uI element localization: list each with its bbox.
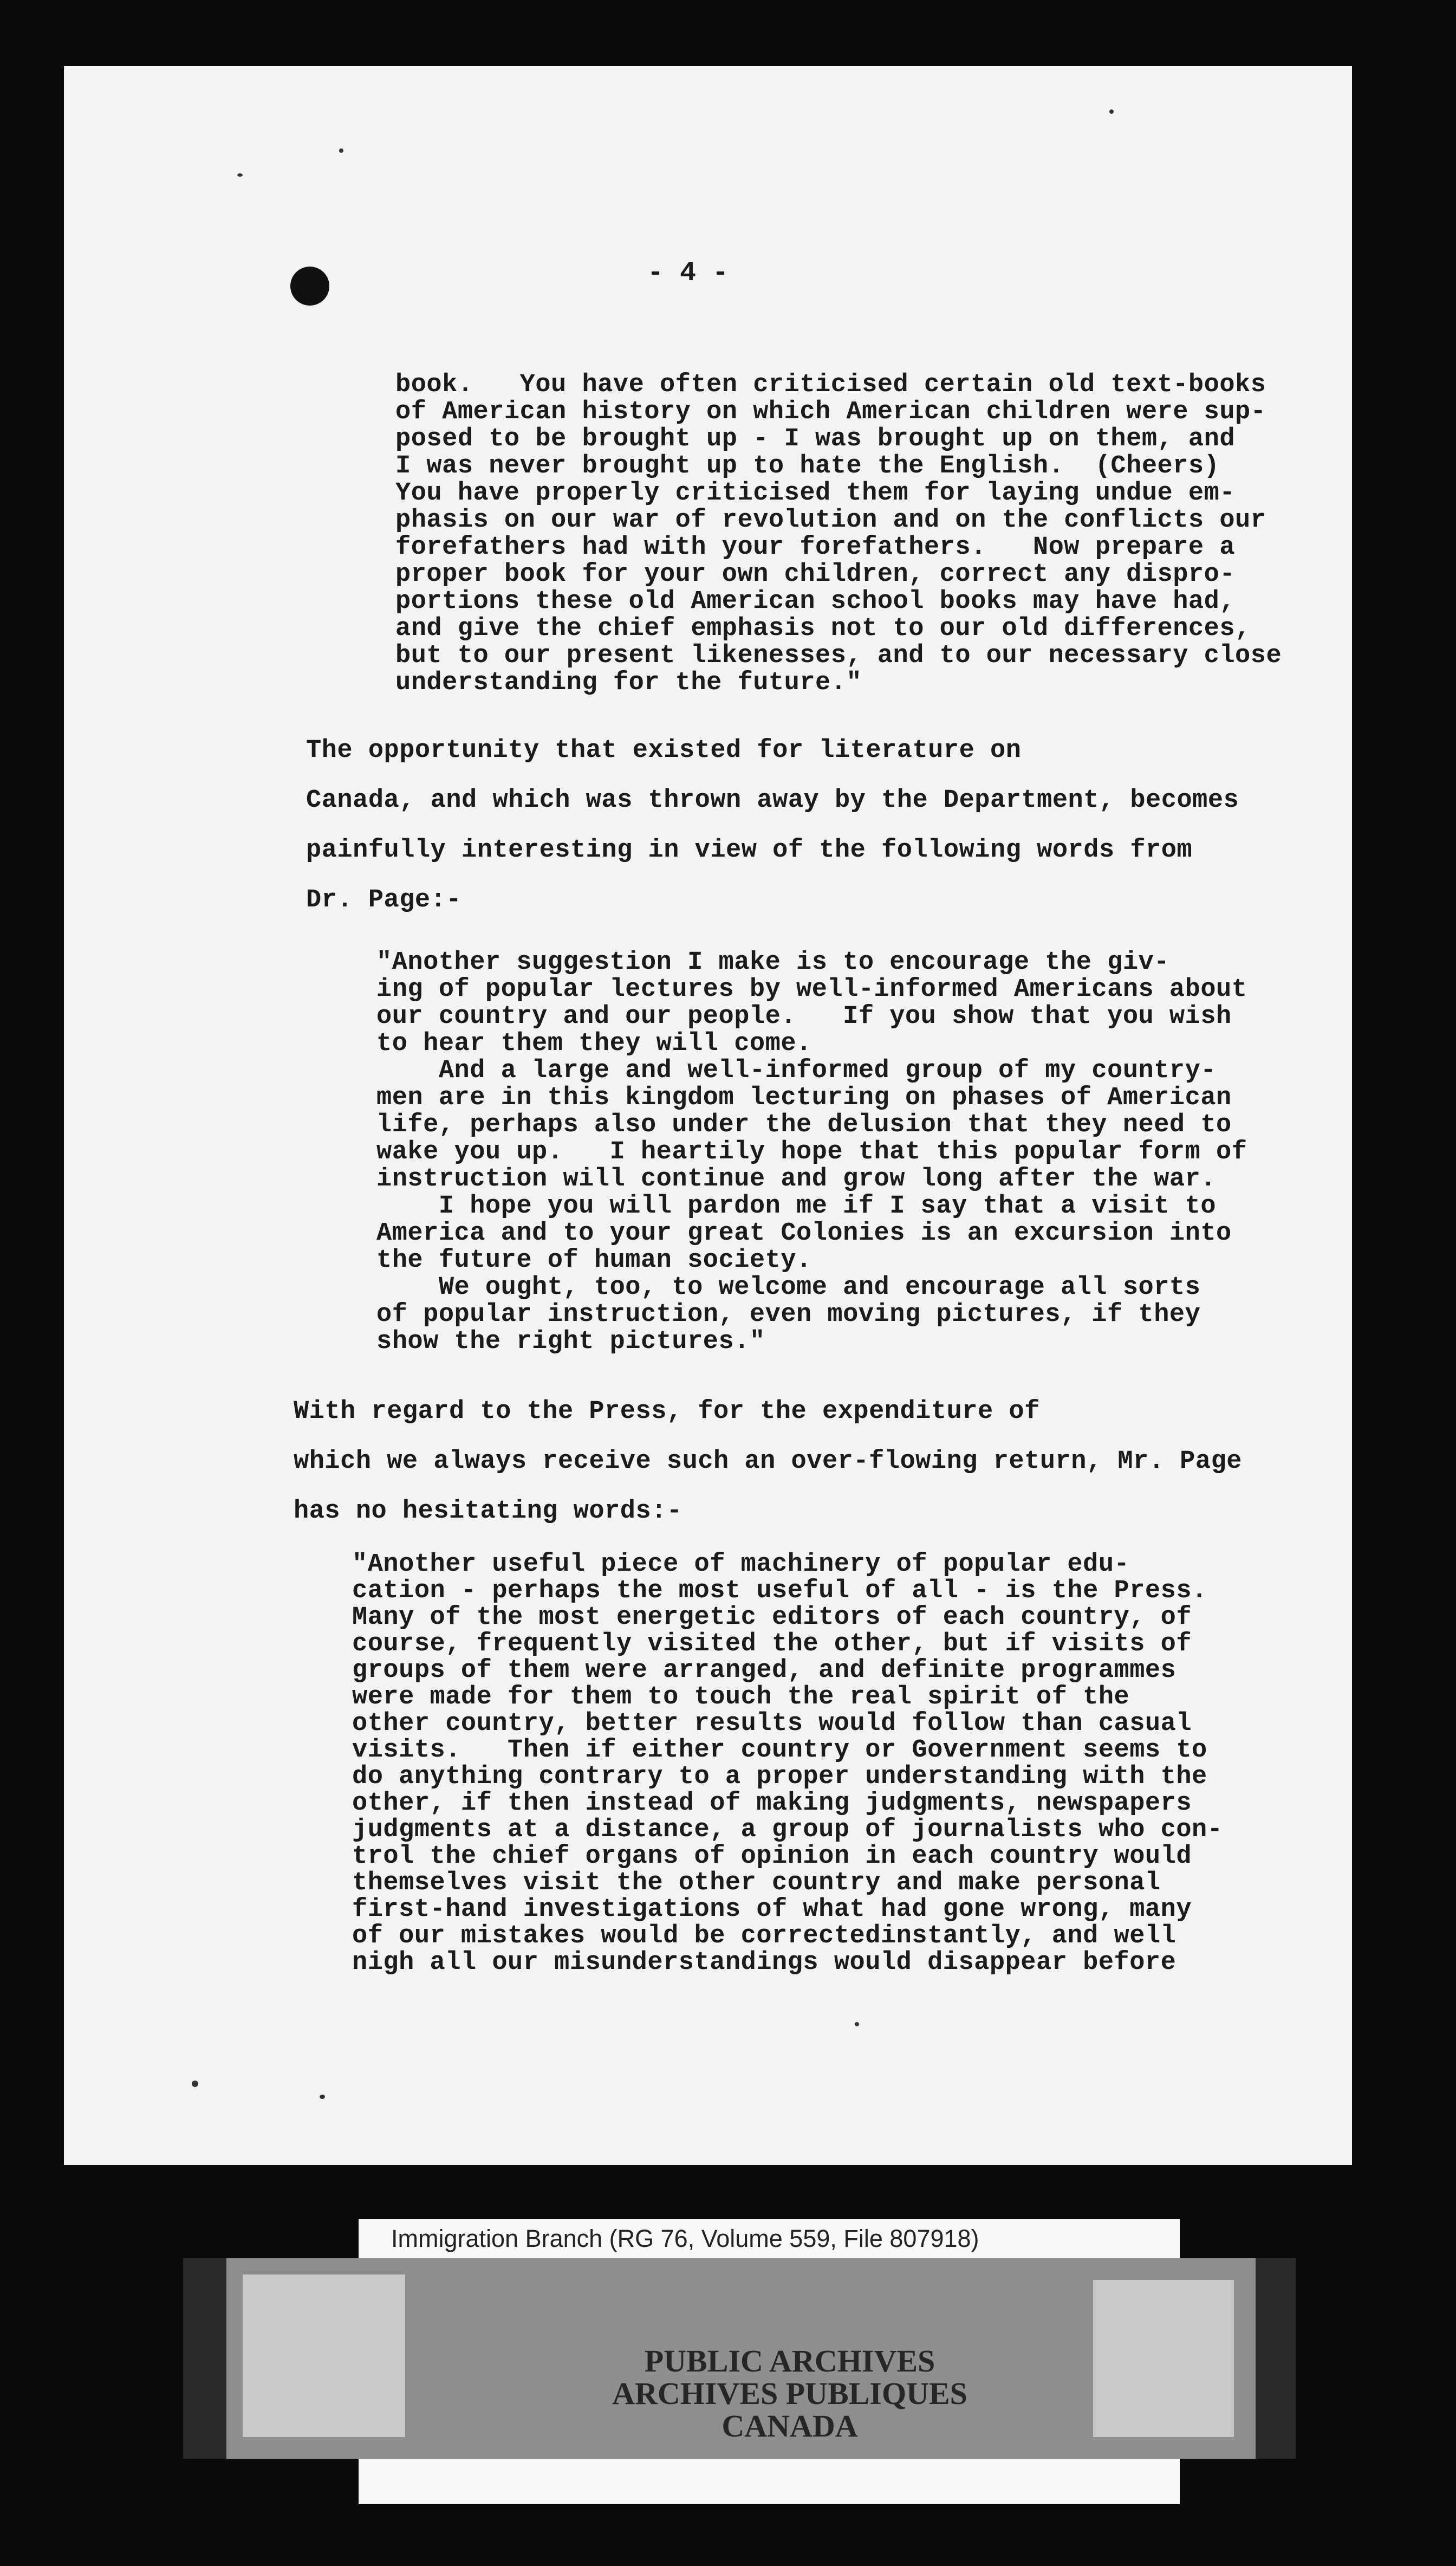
band-patch <box>1093 2280 1234 2437</box>
stamp-line-1: PUBLIC ARCHIVES <box>644 2343 935 2379</box>
stamp-line-3: CANADA <box>722 2408 858 2444</box>
speck <box>339 148 343 153</box>
punch-hole <box>290 267 329 306</box>
band-shadow <box>1256 2258 1296 2459</box>
band-patch <box>243 2275 405 2437</box>
speck <box>855 2022 859 2026</box>
archives-stamp <box>519 2345 1061 2442</box>
archive-reference: Immigration Branch (RG 76, Volume 559, File 807918) <box>391 2225 979 2252</box>
quote-schoolbooks: book. You have often criticised certain old text-books of American history on which American children were sup- posed to be brought up - I was brought up on them, and I was never brought up to hate the English. (Cheers) You have properly criticised them for laying undue em- phasis on our war of revolution and on the conflicts our forefathers had with your forefathers. Now prepare a proper book for your own children, correct any dispro- portions these old American school books may have had, and give the chief emphasis not to our old differences, but to our present likenesses, and to our necessary close understanding for the future." <box>395 371 1282 697</box>
paragraph-press: With regard to the Press, for the expenditure of which we always receive such an over-flowing return, Mr. Page has no hesitating words:- <box>294 1397 1242 1526</box>
archive-reference-strip <box>359 2219 1180 2258</box>
speck <box>1109 109 1114 114</box>
page-number: - 4 - <box>647 258 729 289</box>
speck <box>320 2095 325 2099</box>
paragraph-literature: The opportunity that existed for literature on Canada, and which was thrown away by the Department, becomes painfully interesting in view of the following words from Dr. Page:- <box>306 736 1239 915</box>
quote-lectures: "Another suggestion I make is to encourage the giv- ing of popular lectures by well-informed Americans about our country and our people. If you show that you wish to hear them they will come. And a large and well-informed group of my country- men are in this kingdom lecturing on phases of American life, perhaps also under the delusion that they need to wake you up. I heartily hope that this popular form of instruction will continue and grow long after the war. I hope you will pardon me if I say that a visit to America and to your great Colonies is an excursion into the future of human society. We ought, too, to welcome and encourage all sorts of popular instruction, even moving pictures, if they show the right pictures." <box>376 948 1247 1356</box>
speck <box>237 173 243 177</box>
quote-press: "Another useful piece of machinery of popular edu- cation - perhaps the most useful of all - is the Press. Many of the most energetic editors of each country, of course, frequently visited the other, but if visits of groups of them were arranged, and definite programmes were made for them to touch the real spirit of the other country, better results would follow than casual visits. Then if either country or Government seems to do anything contrary to a proper understanding with the other, if then instead of making judgments, newspapers judgments at a distance, a group of journalists who con- trol the chief organs of opinion in each country would themselves visit the other country and make personal first-hand investigations of what had gone wrong, many of our mistakes would be correctedinstantly, and well nigh all our misunderstandings would disappear before <box>352 1550 1223 1977</box>
stamp-line-2: ARCHIVES PUBLIQUES <box>612 2376 967 2411</box>
archive-stamp-band <box>183 2258 1296 2459</box>
band-shadow <box>183 2258 226 2459</box>
speck <box>192 2081 198 2087</box>
bottom-strip <box>359 2459 1180 2504</box>
